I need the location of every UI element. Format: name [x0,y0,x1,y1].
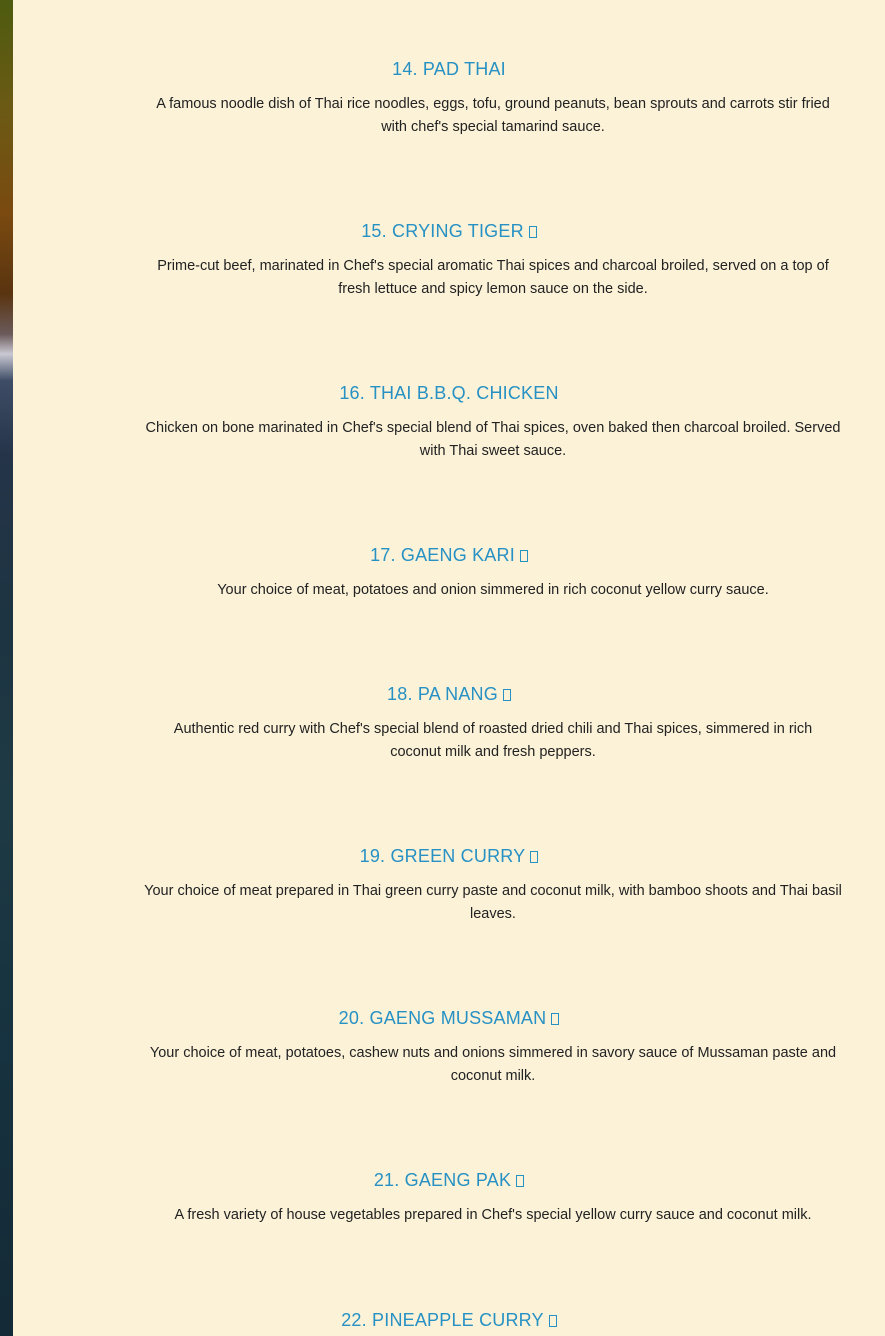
spicy-icon [516,1175,524,1187]
menu-item-description: Authentic red curry with Chef's special blend of roasted dried chili and Thai spices, simmered in rich coconut milk and fresh peppers. [173,721,813,760]
menu-item-description: A famous noodle dish of Thai rice noodles, eggs, tofu, ground peanuts, bean sprouts and carrots stir fried with chef's special tamarind sauce. [156,96,830,135]
menu-item-title: 20. GAENG MUSSAMAN [13,1006,885,1030]
spicy-icon [503,689,511,701]
menu-item-title: 15. CRYING TIGER [13,219,885,243]
menu-item-title: 18. PA NANG [13,682,885,706]
spicy-icon [520,550,528,562]
menu-item-title: 22. PINEAPPLE CURRY [13,1308,885,1332]
menu-item-description: Chicken on bone marinated in Chef's special blend of Thai spices, oven baked then charcoal broiled. Served with Thai sweet sauce. [145,420,841,459]
menu-item-description: A fresh variety of house vegetables prepared in Chef's special yellow curry sauce and coconut milk. [174,1207,812,1223]
menu-list [13,0,885,1336]
menu-item-title: 14. PAD THAI [392,59,506,79]
menu-item-title: 16. THAI B.B.Q. CHICKEN [339,383,559,403]
spicy-icon [529,226,537,238]
menu-item-description: Prime-cut beef, marinated in Chef's special aromatic Thai spices and charcoal broiled, served on a top of fresh lettuce and spicy lemon sauce on the side. [157,258,829,297]
spicy-icon [530,851,538,863]
menu-item-description: Your choice of meat prepared in Thai green curry paste and coconut milk, with bamboo shoots and Thai basil leaves. [144,883,842,922]
spicy-icon [551,1013,559,1025]
menu-item-description: Your choice of meat, potatoes, cashew nuts and onions simmered in savory sauce of Mussaman paste and coconut milk. [149,1045,837,1084]
menu-item-title: 17. GAENG KARI [13,543,885,567]
spicy-icon [549,1315,557,1327]
menu-item-title: 19. GREEN CURRY [13,844,885,868]
menu-item-description: Your choice of meat, potatoes and onion simmered in rich coconut yellow curry sauce. [217,582,769,598]
background-photo-strip [0,0,13,1336]
menu-item-title: 21. GAENG PAK [13,1168,885,1192]
